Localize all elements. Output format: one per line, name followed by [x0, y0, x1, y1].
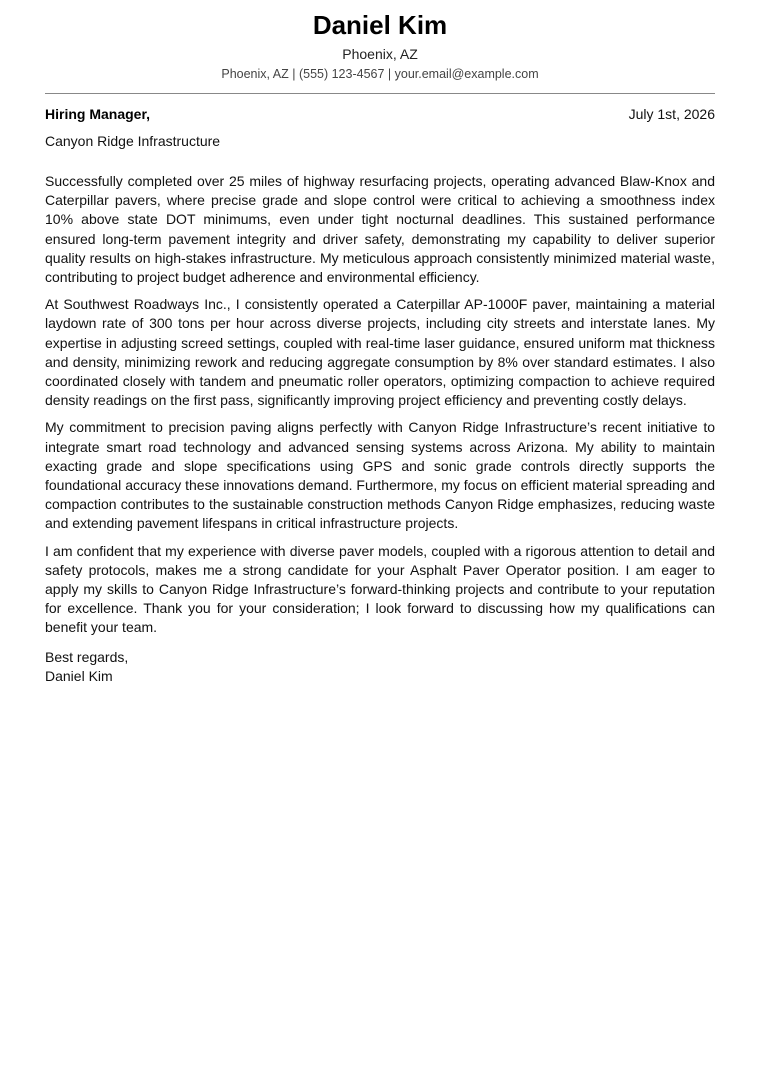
header-divider — [45, 93, 715, 94]
address-row — [45, 105, 715, 123]
signature-name: Daniel Kim — [45, 667, 113, 684]
closing-phrase: Best regards, — [45, 648, 129, 665]
letter-closing — [45, 648, 715, 686]
cover-letter-page — [45, 0, 715, 686]
body-paragraph-3: My commitment to precision paving aligns perfectly with Canyon Ridge Infrastructure’s recent initiative to integrate smart road technology and advanced sensing systems across Arizona. My ability to maintain exacting grade and slope specifications using GPS and sonic grade controls directly supports the foundational accuracy these innovations demand. Furthermore, my focus on efficient material spreading and compaction contributes to the sustainable construction methods Canyon Ridge emphasizes, reducing waste and extending pavement lifespans in critical infrastructure projects. — [45, 419, 715, 532]
body-paragraph-1: Successfully completed over 25 miles of highway resurfacing projects, operating advanced Blaw-Knox and Caterpillar pavers, where precise grade and slope control were critical to achieving a smoothness index 10% above state DOT minimums, even under tight nocturnal deadlines. This sustained performance ensured long-term pavement integrity and driver safety, demonstrating my capability to deliver superior quality results on high-stakes infrastructure. My meticulous approach consistently minimized material waste, contributing to project budget adherence and environmental efficiency. — [45, 173, 715, 286]
recipient-salutation: Hiring Manager, — [45, 106, 151, 122]
applicant-location: Phoenix, AZ — [342, 46, 418, 62]
contact-line: Phoenix, AZ | (555) 123-4567 | your.email@example.com — [221, 67, 539, 81]
company-name: Canyon Ridge Infrastructure — [45, 133, 221, 149]
letter-body — [45, 172, 715, 638]
applicant-name: Daniel Kim — [312, 10, 448, 40]
letter-date: July 1st, 2026 — [628, 106, 715, 122]
body-paragraph-2: At Southwest Roadways Inc., I consistently operated a Caterpillar AP-1000F paver, maintaining a material laydown rate of 300 tons per hour across diverse projects, including city streets and interstate lanes. My expertise in adjusting screed settings, coupled with real-time laser guidance, ensured uniform mat thickness and density, minimizing rework and reducing aggregate consumption by 8% over standard estimates. I also coordinated closely with tandem and pneumatic roller operators, optimizing compaction to achieve required density readings on the first pass, significantly improving project efficiency and preventing costly delays. — [45, 296, 715, 409]
body-paragraph-4: I am confident that my experience with diverse paver models, coupled with a rigorous attention to detail and safety protocols, makes me a strong candidate for your Asphalt Paver Operator position. I am eager to apply my skills to Canyon Ridge Infrastructure’s forward-thinking projects and contribute to your reputation for excellence. Thank you for your consideration; I look forward to discussing how my qualifications can benefit your team. — [45, 542, 715, 636]
